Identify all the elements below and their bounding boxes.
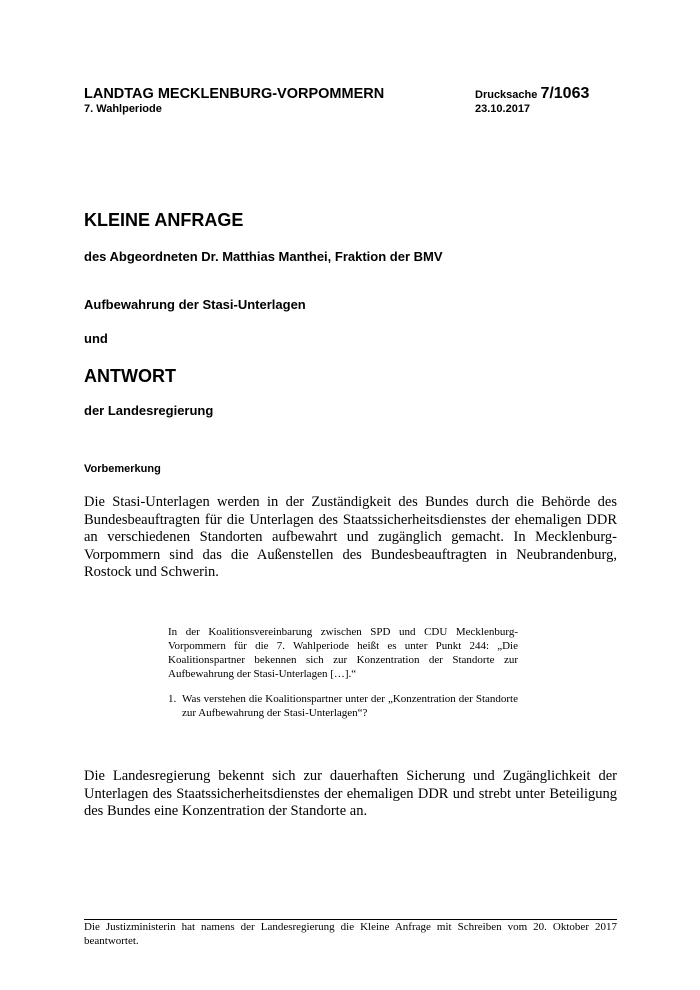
document-number bbox=[475, 85, 589, 103]
legislative-period: 7. Wahlperiode bbox=[84, 103, 162, 115]
question-text: Was verstehen die Koalitionspartner unter der „Konzentration der Standorte zur Aufbewahrung der Stasi-Unterlagen“? bbox=[182, 693, 518, 719]
topic-heading: Aufbewahrung der Stasi-Unterlagen bbox=[84, 297, 306, 312]
answer-title: ANTWORT bbox=[84, 366, 176, 386]
preliminary-heading: Vorbemerkung bbox=[84, 463, 161, 475]
preliminary-paragraph: Die Stasi-Unterlagen werden in der Zuständigkeit des Bundes durch die Behörde des Bundesbeauftragten für die Unterlagen des Staatssicherheitsdienstes der ehemaligen DDR an verschiedenen Standorten aufbewahrt und zugänglich gemacht. In Mecklenburg-Vorpommern sind das die Außenstellen des Bundesbeauftragten in Neubrandenburg, Rostock und Schwerin. bbox=[84, 494, 617, 580]
coalition-quote: In der Koalitionsvereinbarung zwischen SPD und CDU Mecklenburg-Vorpommern für die 7. Wahlperiode heißt es unter Punkt 244: „Die Koalitionspartner bekennen sich zur Konzentration der Standorte zur Aufbewahrung der Stasi-Unterlagen […].“ bbox=[168, 626, 518, 680]
document-type-title: KLEINE ANFRAGE bbox=[84, 210, 244, 230]
connector-text: und bbox=[84, 331, 108, 346]
footnote-divider bbox=[84, 919, 617, 920]
document-date: 23.10.2017 bbox=[475, 103, 531, 115]
document-number-value: 7/1063 bbox=[540, 85, 590, 102]
question-number: 1. bbox=[168, 693, 177, 705]
document-number-label: Drucksache bbox=[475, 89, 538, 101]
answer-paragraph: Die Landesregierung bekennt sich zur dauerhaften Sicherung und Zugänglichkeit der Unterlagen des Staatssicherheitsdienstes der ehemaligen DDR und strebt unter Beteiligung des Bundes eine Konzentration der Standorte an. bbox=[84, 768, 617, 819]
answerer-line: der Landesregierung bbox=[84, 403, 214, 418]
question-item bbox=[168, 692, 518, 720]
footnote-text: Die Justizministerin hat namens der Landesregierung die Kleine Anfrage mit Schreiben vom 20. Oktober 2017 beantwortet. bbox=[84, 921, 617, 947]
parliament-name: LANDTAG MECKLENBURG-VORPOMMERN bbox=[84, 86, 385, 102]
author-line: des Abgeordneten Dr. Matthias Manthei, Fraktion der BMV bbox=[84, 249, 443, 264]
